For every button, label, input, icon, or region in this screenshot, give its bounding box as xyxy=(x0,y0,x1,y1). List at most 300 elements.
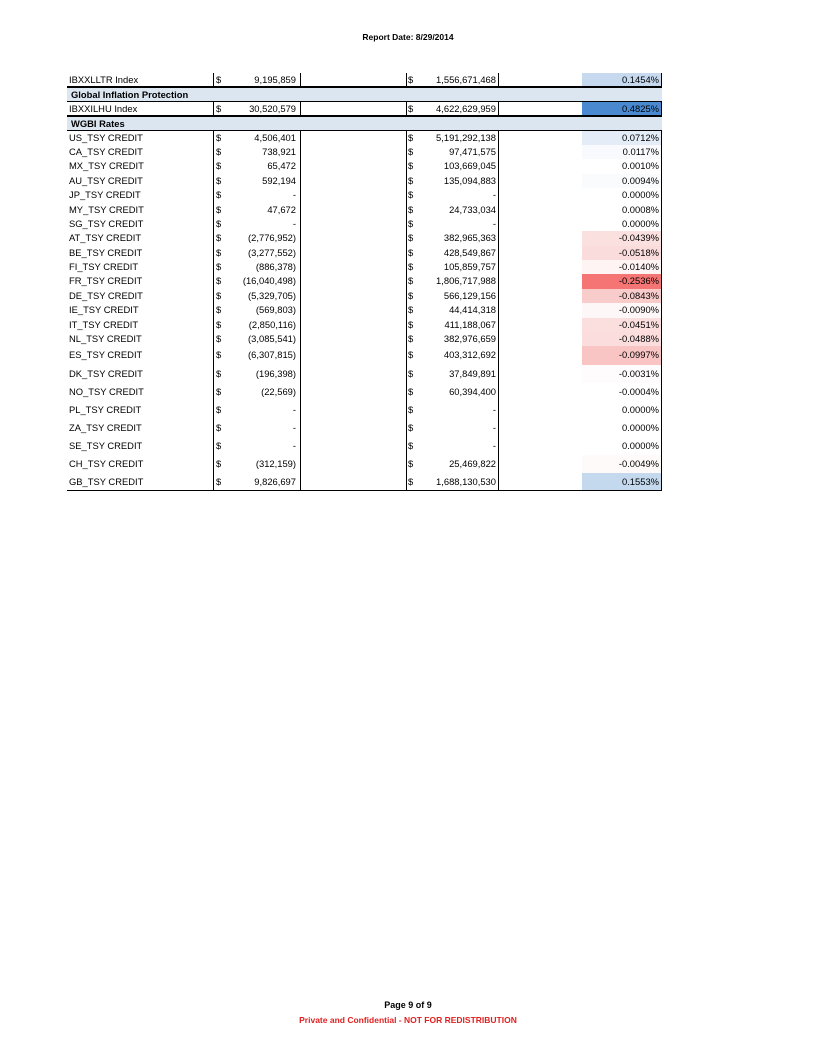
percent-cell: 0.0000% xyxy=(582,217,661,231)
row-name: ES_TSY CREDIT xyxy=(69,349,143,361)
currency-symbol: $ xyxy=(408,261,414,273)
row-name: NL_TSY CREDIT xyxy=(69,333,142,345)
value-1: (2,776,952) xyxy=(248,232,296,244)
currency-symbol: $ xyxy=(216,385,222,397)
value-2: 428,549,867 xyxy=(443,246,496,258)
value-2: 411,188,067 xyxy=(444,318,496,330)
value-2: 97,471,575 xyxy=(449,145,496,157)
section-title: WGBI Rates xyxy=(71,118,125,130)
column-divider xyxy=(406,260,407,274)
value-2: 566,129,156 xyxy=(443,289,496,301)
currency-symbol: $ xyxy=(408,385,414,397)
table-row xyxy=(67,383,807,401)
row-name: JP_TSY CREDIT xyxy=(69,189,141,201)
currency-symbol: $ xyxy=(216,203,222,215)
row-name: MY_TSY CREDIT xyxy=(69,203,144,215)
currency-symbol: $ xyxy=(216,421,222,433)
column-divider xyxy=(300,419,301,437)
column-divider xyxy=(661,419,662,437)
value-1: - xyxy=(292,439,296,451)
column-divider xyxy=(406,274,407,288)
confidential-notice: Private and Confidential - NOT FOR REDISTRIBUTION xyxy=(299,1015,517,1025)
section-title: Global Inflation Protection xyxy=(71,89,189,101)
column-divider xyxy=(498,174,499,188)
currency-symbol: $ xyxy=(408,304,414,316)
column-divider xyxy=(661,346,662,364)
column-divider xyxy=(406,217,407,231)
currency-symbol: $ xyxy=(216,232,222,244)
currency-symbol: $ xyxy=(408,217,414,229)
percent-cell: -0.0140% xyxy=(582,260,661,274)
currency-symbol: $ xyxy=(216,145,222,157)
percent-cell: -0.0488% xyxy=(582,332,661,346)
column-divider xyxy=(300,303,301,317)
percent-cell: -0.2536% xyxy=(582,274,661,288)
section-header-wgbi-rates xyxy=(67,116,662,130)
column-divider xyxy=(498,231,499,245)
table-row xyxy=(67,332,807,346)
column-divider xyxy=(300,318,301,332)
currency-symbol: $ xyxy=(408,160,414,172)
column-divider xyxy=(300,217,301,231)
currency-symbol: $ xyxy=(216,174,222,186)
column-divider xyxy=(213,260,214,274)
column-divider xyxy=(406,332,407,346)
column-divider xyxy=(661,318,662,332)
value-1: (5,329,705) xyxy=(248,289,296,301)
column-divider xyxy=(406,437,407,455)
currency-symbol: $ xyxy=(216,476,222,488)
column-divider xyxy=(213,203,214,217)
column-divider xyxy=(300,332,301,346)
value-1: (3,277,552) xyxy=(248,246,296,258)
column-divider xyxy=(406,73,407,86)
value-1: (312,159) xyxy=(255,457,296,469)
row-name: CH_TSY CREDIT xyxy=(69,457,144,469)
gip-rows xyxy=(67,102,807,116)
row-name: IBXXILHU Index xyxy=(69,102,138,114)
column-divider xyxy=(498,217,499,231)
column-divider xyxy=(213,455,214,473)
column-divider xyxy=(661,437,662,455)
column-divider xyxy=(300,231,301,245)
value-2: - xyxy=(492,439,496,451)
column-divider xyxy=(406,102,407,115)
table-row xyxy=(67,246,807,260)
column-divider xyxy=(406,188,407,202)
column-divider xyxy=(498,131,499,145)
value-1: 9,195,859 xyxy=(254,74,296,85)
wgbi-rows xyxy=(67,131,807,492)
column-divider xyxy=(406,473,407,490)
value-1: 592,194 xyxy=(262,174,296,186)
percent-cell: -0.0439% xyxy=(582,231,661,245)
currency-symbol: $ xyxy=(216,131,222,143)
value-2: 4,622,629,959 xyxy=(436,102,496,114)
currency-symbol: $ xyxy=(216,367,222,379)
column-divider xyxy=(498,260,499,274)
column-divider xyxy=(661,131,662,145)
table-row xyxy=(67,473,662,491)
table-row xyxy=(67,159,807,173)
column-divider xyxy=(406,346,407,364)
currency-symbol: $ xyxy=(408,476,414,488)
column-divider xyxy=(213,383,214,401)
row-name: DE_TSY CREDIT xyxy=(69,289,143,301)
column-divider xyxy=(300,365,301,383)
column-divider xyxy=(498,346,499,364)
value-2: - xyxy=(492,403,496,415)
column-divider xyxy=(300,188,301,202)
percent-cell: 0.0000% xyxy=(582,401,661,419)
percent-cell: 0.1553% xyxy=(582,473,661,490)
column-divider xyxy=(661,246,662,260)
percent-cell: -0.0004% xyxy=(582,383,661,401)
currency-symbol: $ xyxy=(216,304,222,316)
column-divider xyxy=(213,231,214,245)
column-divider xyxy=(406,145,407,159)
column-divider xyxy=(213,401,214,419)
column-divider xyxy=(406,419,407,437)
percent-cell: -0.0518% xyxy=(582,246,661,260)
currency-symbol: $ xyxy=(408,131,414,143)
row-name: US_TSY CREDIT xyxy=(69,131,143,143)
percent-cell: 0.0117% xyxy=(582,145,661,159)
currency-symbol: $ xyxy=(408,74,414,85)
percent-cell: -0.0451% xyxy=(582,318,661,332)
value-2: - xyxy=(492,217,496,229)
currency-symbol: $ xyxy=(216,160,222,172)
column-divider xyxy=(498,73,499,86)
column-divider xyxy=(661,303,662,317)
column-divider xyxy=(213,365,214,383)
column-divider xyxy=(498,159,499,173)
value-2: 37,849,891 xyxy=(449,367,496,379)
column-divider xyxy=(300,346,301,364)
table-row xyxy=(67,401,807,419)
table-row xyxy=(67,303,807,317)
column-divider xyxy=(661,102,662,115)
column-divider xyxy=(406,203,407,217)
value-2: 1,806,717,988 xyxy=(436,275,496,287)
percent-cell: 0.0000% xyxy=(582,188,661,202)
column-divider xyxy=(406,303,407,317)
row-name: ZA_TSY CREDIT xyxy=(69,421,142,433)
column-divider xyxy=(213,473,214,490)
value-1: - xyxy=(292,217,296,229)
value-1: (886,378) xyxy=(255,261,296,273)
column-divider xyxy=(300,289,301,303)
currency-symbol: $ xyxy=(408,246,414,258)
column-divider xyxy=(498,102,499,115)
row-name: IT_TSY CREDIT xyxy=(69,318,139,330)
holdings-table xyxy=(67,73,807,491)
column-divider xyxy=(213,246,214,260)
column-divider xyxy=(661,383,662,401)
column-divider xyxy=(661,188,662,202)
percent-cell: -0.0997% xyxy=(582,346,661,364)
column-divider xyxy=(300,383,301,401)
report-date: Report Date: 8/29/2014 xyxy=(362,32,454,42)
currency-symbol: $ xyxy=(408,333,414,345)
value-2: 1,688,130,530 xyxy=(436,476,496,488)
column-divider xyxy=(213,419,214,437)
column-divider xyxy=(661,455,662,473)
row-name: AT_TSY CREDIT xyxy=(69,232,142,244)
column-divider xyxy=(213,318,214,332)
value-1: (196,398) xyxy=(255,367,296,379)
value-1: 47,672 xyxy=(267,203,296,215)
currency-symbol: $ xyxy=(408,289,414,301)
percent-cell: -0.0031% xyxy=(582,365,661,383)
column-divider xyxy=(300,73,301,86)
column-divider xyxy=(661,401,662,419)
value-2: 24,733,034 xyxy=(449,203,496,215)
currency-symbol: $ xyxy=(216,189,222,201)
currency-symbol: $ xyxy=(216,403,222,415)
value-2: 44,414,318 xyxy=(449,304,496,316)
value-1: 4,506,401 xyxy=(254,131,296,143)
column-divider xyxy=(498,332,499,346)
value-2: 403,312,692 xyxy=(443,349,496,361)
currency-symbol: $ xyxy=(216,439,222,451)
row-name: NO_TSY CREDIT xyxy=(69,385,144,397)
currency-symbol: $ xyxy=(216,246,222,258)
row-name: FR_TSY CREDIT xyxy=(69,275,143,287)
value-1: (569,803) xyxy=(255,304,296,316)
value-1: (2,850,116) xyxy=(248,318,296,330)
value-1: - xyxy=(292,189,296,201)
column-divider xyxy=(300,274,301,288)
currency-symbol: $ xyxy=(216,261,222,273)
column-divider xyxy=(661,365,662,383)
column-divider xyxy=(661,203,662,217)
column-divider xyxy=(406,401,407,419)
page-number: Page 9 of 9 xyxy=(384,1000,432,1010)
currency-symbol: $ xyxy=(408,403,414,415)
table-row xyxy=(67,203,807,217)
column-divider xyxy=(406,231,407,245)
value-1: 738,921 xyxy=(262,145,296,157)
percent-cell: 0.0010% xyxy=(582,159,661,173)
currency-symbol: $ xyxy=(408,189,414,201)
currency-symbol: $ xyxy=(216,275,222,287)
column-divider xyxy=(498,303,499,317)
value-1: 65,472 xyxy=(267,160,296,172)
section-header-global-inflation-protection xyxy=(67,87,662,101)
column-divider xyxy=(213,346,214,364)
currency-symbol: $ xyxy=(408,232,414,244)
percent-cell: 0.4825% xyxy=(582,102,661,115)
currency-symbol: $ xyxy=(216,289,222,301)
column-divider xyxy=(661,260,662,274)
percent-cell: 0.0094% xyxy=(582,174,661,188)
column-divider xyxy=(661,332,662,346)
column-divider xyxy=(498,455,499,473)
value-2: - xyxy=(492,189,496,201)
column-divider xyxy=(406,246,407,260)
table-row xyxy=(67,289,807,303)
row-name: PL_TSY CREDIT xyxy=(69,403,142,415)
column-divider xyxy=(300,203,301,217)
row-name: AU_TSY CREDIT xyxy=(69,174,143,186)
column-divider xyxy=(406,174,407,188)
value-1: (22,569) xyxy=(261,385,296,397)
column-divider xyxy=(213,303,214,317)
currency-symbol: $ xyxy=(216,457,222,469)
currency-symbol: $ xyxy=(408,275,414,287)
row-name: FI_TSY CREDIT xyxy=(69,261,139,273)
column-divider xyxy=(498,188,499,202)
column-divider xyxy=(213,188,214,202)
value-2: 5,191,292,138 xyxy=(436,131,496,143)
table-row xyxy=(67,231,807,245)
column-divider xyxy=(213,274,214,288)
column-divider xyxy=(300,159,301,173)
table-row xyxy=(67,188,807,202)
column-divider xyxy=(213,332,214,346)
column-divider xyxy=(661,473,662,490)
table-row xyxy=(67,174,807,188)
column-divider xyxy=(498,419,499,437)
percent-cell: 0.0000% xyxy=(582,437,661,455)
value-1: (16,040,498) xyxy=(242,275,296,287)
column-divider xyxy=(213,437,214,455)
column-divider xyxy=(498,289,499,303)
column-divider xyxy=(213,174,214,188)
value-2: - xyxy=(492,421,496,433)
currency-symbol: $ xyxy=(408,174,414,186)
percent-cell: -0.0049% xyxy=(582,455,661,473)
table-row xyxy=(67,274,807,288)
table-row xyxy=(67,419,807,437)
row-name: BE_TSY CREDIT xyxy=(69,246,143,258)
row-name: GB_TSY CREDIT xyxy=(69,476,144,488)
currency-symbol: $ xyxy=(216,74,222,85)
currency-symbol: $ xyxy=(408,145,414,157)
row-name: SE_TSY CREDIT xyxy=(69,439,143,451)
column-divider xyxy=(300,174,301,188)
currency-symbol: $ xyxy=(408,102,414,114)
value-2: 135,094,883 xyxy=(443,174,496,186)
value-2: 103,669,045 xyxy=(443,160,496,172)
column-divider xyxy=(661,231,662,245)
column-divider xyxy=(406,455,407,473)
row-name: DK_TSY CREDIT xyxy=(69,367,143,379)
column-divider xyxy=(213,73,214,86)
column-divider xyxy=(498,145,499,159)
value-1: (3,085,541) xyxy=(248,333,296,345)
column-divider xyxy=(300,473,301,490)
column-divider xyxy=(498,203,499,217)
row-name: SG_TSY CREDIT xyxy=(69,217,144,229)
percent-cell: 0.0008% xyxy=(582,203,661,217)
column-divider xyxy=(213,102,214,115)
column-divider xyxy=(661,174,662,188)
currency-symbol: $ xyxy=(408,318,414,330)
column-divider xyxy=(406,318,407,332)
value-1: (6,307,815) xyxy=(248,349,296,361)
percent-cell: -0.0090% xyxy=(582,303,661,317)
column-divider xyxy=(661,73,662,86)
column-divider xyxy=(300,401,301,419)
value-2: 60,394,400 xyxy=(449,385,496,397)
value-2: 1,556,671,468 xyxy=(436,74,496,85)
currency-symbol: $ xyxy=(408,349,414,361)
column-divider xyxy=(661,159,662,173)
currency-symbol: $ xyxy=(408,203,414,215)
column-divider xyxy=(406,383,407,401)
percent-cell: 0.0712% xyxy=(582,131,661,145)
column-divider xyxy=(661,217,662,231)
row-name: MX_TSY CREDIT xyxy=(69,160,144,172)
column-divider xyxy=(661,274,662,288)
column-divider xyxy=(406,365,407,383)
currency-symbol: $ xyxy=(408,421,414,433)
column-divider xyxy=(498,365,499,383)
column-divider xyxy=(406,131,407,145)
value-2: 382,965,363 xyxy=(443,232,496,244)
currency-symbol: $ xyxy=(408,457,414,469)
column-divider xyxy=(213,131,214,145)
table-row xyxy=(67,102,662,116)
column-divider xyxy=(498,401,499,419)
table-row xyxy=(67,346,807,364)
value-2: 105,859,757 xyxy=(443,261,496,273)
table-row xyxy=(67,437,807,455)
currency-symbol: $ xyxy=(216,318,222,330)
column-divider xyxy=(213,217,214,231)
table-row xyxy=(67,260,807,274)
row-name: IE_TSY CREDIT xyxy=(69,304,139,316)
column-divider xyxy=(661,145,662,159)
percent-cell: 0.0000% xyxy=(582,419,661,437)
column-divider xyxy=(406,159,407,173)
column-divider xyxy=(300,246,301,260)
percent-cell: 0.1454% xyxy=(582,73,661,86)
currency-symbol: $ xyxy=(408,439,414,451)
value-1: 9,826,697 xyxy=(254,476,296,488)
column-divider xyxy=(498,473,499,490)
column-divider xyxy=(498,274,499,288)
column-divider xyxy=(498,437,499,455)
column-divider xyxy=(213,145,214,159)
column-divider xyxy=(406,289,407,303)
table-row xyxy=(67,73,662,87)
table-row xyxy=(67,145,807,159)
column-divider xyxy=(300,455,301,473)
currency-symbol: $ xyxy=(216,333,222,345)
column-divider xyxy=(661,289,662,303)
column-divider xyxy=(498,318,499,332)
currency-symbol: $ xyxy=(216,102,222,114)
column-divider xyxy=(300,437,301,455)
column-divider xyxy=(300,145,301,159)
row-name: IBXXLLTR Index xyxy=(69,74,139,85)
column-divider xyxy=(213,289,214,303)
column-divider xyxy=(300,260,301,274)
table-row xyxy=(67,318,807,332)
currency-symbol: $ xyxy=(408,367,414,379)
value-2: 382,976,659 xyxy=(443,333,496,345)
column-divider xyxy=(300,102,301,115)
column-divider xyxy=(498,383,499,401)
column-divider xyxy=(213,159,214,173)
value-1: 30,520,579 xyxy=(249,102,296,114)
table-row xyxy=(67,217,807,231)
currency-symbol: $ xyxy=(216,217,222,229)
column-divider xyxy=(498,246,499,260)
